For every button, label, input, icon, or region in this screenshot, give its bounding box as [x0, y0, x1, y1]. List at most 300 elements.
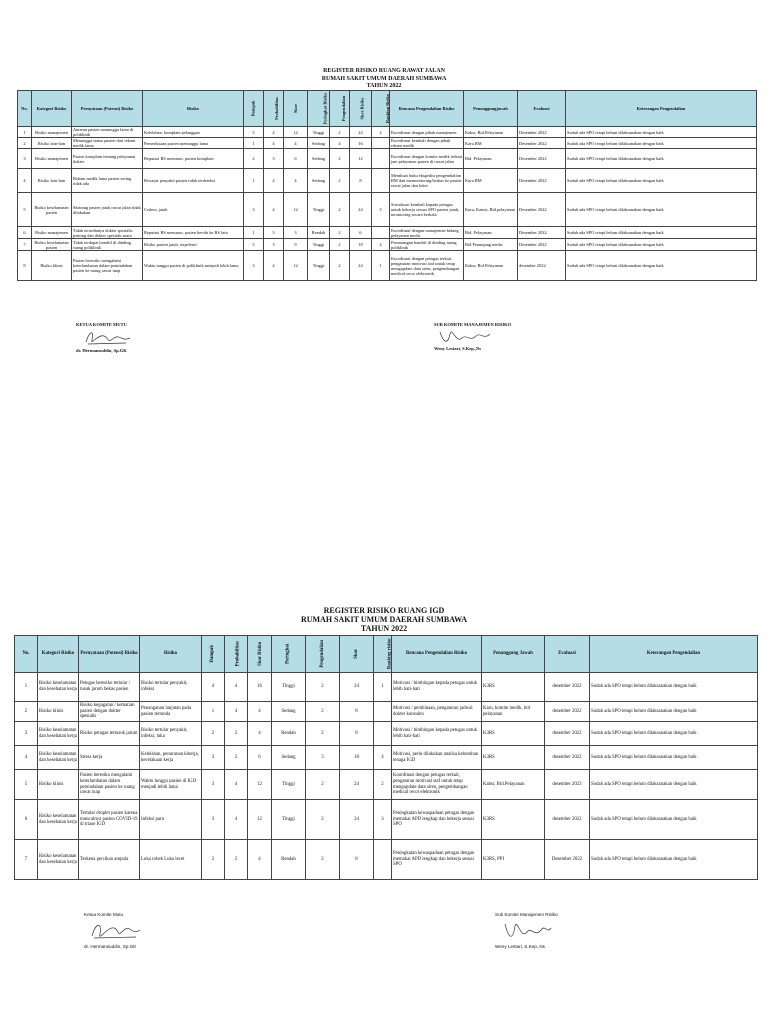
table-cell: 12 — [350, 149, 372, 169]
col-peringkat-label: Peringkat — [285, 643, 291, 665]
table-cell: 4 — [264, 127, 284, 138]
table-cell — [372, 169, 390, 193]
table-cell: 9 — [284, 239, 308, 251]
table-cell: Motivasi / bimbingan kepada petugas untuk lebih hati-hati — [392, 722, 482, 746]
col-risiko: Risiko — [140, 636, 202, 673]
table-cell: Risiko klinis — [38, 702, 79, 722]
table-cell: 24 — [340, 770, 374, 800]
doc2-sign-left-name: dr. Hermansuddin, Sp.GK — [84, 943, 137, 949]
table-cell: Tinggi — [308, 239, 330, 251]
table-cell: desember 2022 — [545, 800, 590, 840]
col-penanggungjawab: Penanggungjawab — [464, 91, 518, 127]
table-cell: 12 — [284, 127, 308, 138]
col-skor — [284, 91, 308, 127]
table-cell: K3RS, PPI — [482, 840, 545, 880]
col-pernyataan: Pernyataan (Potensi) Risiko — [72, 91, 143, 127]
doc2-title-line: RUMAH SAKIT UMUM DAERAH SUMBAWA — [300, 615, 468, 624]
table-cell: Stress kerja — [79, 746, 140, 770]
table-cell: 1 — [372, 251, 390, 281]
table-cell: Rendah — [308, 227, 330, 239]
table-row — [15, 702, 758, 722]
table-cell: Motivasi / bimbingan kepada petugas untuk lebih hati-hati — [392, 673, 482, 702]
table-cell: 3 — [374, 800, 392, 840]
doc1-table-body — [18, 127, 757, 281]
table-cell: Sudah ada SPO tetapi belum dilaksanakan dengan baik — [566, 251, 757, 281]
doc2-sign-left — [84, 912, 144, 949]
table-cell: 4 — [225, 800, 248, 840]
table-cell: Sosialisasi kembali kepada petugas untuk bekerja sesuai SPO pasien jatuh, monitoring secara berkala — [390, 193, 464, 227]
table-cell: 5 — [15, 770, 38, 800]
table-cell: 4 — [372, 239, 390, 251]
table-cell: 3 — [244, 127, 264, 138]
table-cell: 3 — [18, 149, 32, 169]
doc1-sign-left-label: KETUA KOMITE MUTU — [76, 322, 127, 327]
table-cell: Bid Penunjang medis — [464, 239, 518, 251]
table-cell: Luka robek Luka lecet — [140, 840, 202, 880]
table-cell: Karu RM — [464, 169, 518, 193]
table-cell: Sedang — [272, 702, 306, 722]
col-skor-risiko — [350, 91, 372, 127]
table-cell: 16 — [350, 138, 372, 149]
table-cell: Sudah ada SPO tetapi belum dilaksanakan dengan baik — [566, 138, 757, 149]
table-cell: Risiko kegagalan / kematian pasien dengan dokter spesialis — [79, 702, 140, 722]
table-cell: 2 — [202, 722, 225, 746]
table-row — [15, 746, 758, 770]
table-cell: Reputasi RS menurun, pasien komplain — [143, 149, 244, 169]
table-cell: 2 — [374, 770, 392, 800]
table-cell: Risiko tertular penyakit, infeksi, luka — [140, 722, 202, 746]
table-cell — [374, 722, 392, 746]
table-cell: Penanganan lanjutan pada pasien tertunda — [140, 702, 202, 722]
table-cell: 2 — [330, 149, 350, 169]
table-cell: desember 2022 — [545, 702, 590, 722]
table-cell: Risiko tertular penyakit, infeksi — [140, 673, 202, 702]
table-cell: Sudah ada SPO tetapi belum dilaksanakan dengan baik — [566, 239, 757, 251]
table-cell: Pasien beresiko mengalami keterlambatan dalam pemindahan pasien ke ruang rawat inap — [79, 770, 140, 800]
doc1-title — [0, 68, 768, 91]
table-cell: 24 — [350, 127, 372, 138]
table-cell: 24 — [340, 673, 374, 702]
col-dampak-label: Dampak — [250, 100, 256, 117]
table-cell: Sudah ada SPO tetapi belum dilaksanakan dengan baik — [566, 227, 757, 239]
col-pengendalian-label: Pengendalian — [319, 640, 325, 668]
table-cell: Pasien beresiko mengalami keterlambatan dalam pemindahan pasien ke ruang rawat inap — [72, 251, 143, 281]
table-cell: 4 — [248, 702, 272, 722]
table-cell: Pemasangan handril di dinding ruang poliklinik — [390, 239, 464, 251]
table-cell: Koordinasi dengan manajemen bidang pelayanan medis — [390, 227, 464, 239]
table-cell: 2 — [330, 251, 350, 281]
table-cell: desember 2022 — [545, 673, 590, 702]
table-cell: Desember 2022 — [518, 127, 566, 138]
table-cell: Desember 2022 — [518, 227, 566, 239]
doc1-sign-right-label: SUB KOMITE MANAJEMEN RISIKO — [434, 322, 512, 327]
table-cell: 4 — [284, 169, 308, 193]
table-cell: Karu, Kainst, Bid.pelayanan — [464, 193, 518, 227]
table-cell: Tinggi — [272, 770, 306, 800]
table-cell: 6 — [18, 227, 32, 239]
table-cell: Risiko klinis — [38, 770, 79, 800]
doc1-sign-right-name: Weny Lestari, S.Kep.,Ns — [434, 345, 482, 351]
table-cell: 2 — [15, 702, 38, 722]
table-row — [15, 770, 758, 800]
table-row — [18, 127, 757, 138]
col-probabilitas — [225, 636, 248, 673]
col-probabilitas-label: Probabilitas — [235, 641, 241, 667]
table-cell: 6 — [248, 746, 272, 770]
table-cell: Risiko pasien jatuh, terpeleset — [143, 239, 244, 251]
doc2-title — [0, 606, 768, 633]
col-peringkat-label: Peringkat Risiko — [322, 92, 328, 125]
table-cell: Risiko petugas tertusuk jarum — [79, 722, 140, 746]
table-cell: Skrining pasien jatuh rawat jalan tidak dilakukan — [72, 193, 143, 227]
table-cell: Rendah — [272, 722, 306, 746]
doc1-title-line: REGISTER RISIKO RUANG RAWAT JALAN — [323, 68, 445, 74]
doc1-title-line: TAHUN 2022 — [366, 83, 402, 89]
doc2-sign-right-label: Sub Komite Manajemen Risiko — [495, 912, 558, 917]
table-cell: Tidak terdapat handril di dinding ruang poliklinik — [72, 239, 143, 251]
table-cell: 1 — [244, 138, 264, 149]
table-cell: Bid. Pelayanan — [464, 149, 518, 169]
col-skor — [340, 636, 374, 673]
table-cell: K3RS — [482, 673, 545, 702]
table-cell: 3 — [264, 149, 284, 169]
table-cell: 2 — [18, 138, 32, 149]
table-cell: 3 — [244, 251, 264, 281]
col-ranking-label: Ranking risiko — [387, 638, 393, 670]
table-cell: 2 — [330, 239, 350, 251]
signature-icon — [84, 918, 144, 944]
table-cell — [374, 840, 392, 880]
table-cell: 2 — [306, 840, 340, 880]
table-cell: 6 — [284, 149, 308, 169]
table-cell: 1 — [15, 673, 38, 702]
col-peringkat — [308, 91, 330, 127]
col-keterangan: Keterangan Pengendalian — [590, 636, 758, 673]
table-cell: Karu, komite medik, bid pelayanan — [482, 702, 545, 722]
table-cell: Rekam medik lama pasien sering tidak ada — [72, 169, 143, 193]
table-cell: Infeksi paru — [140, 800, 202, 840]
table-cell: Risiko lain-lain — [32, 138, 72, 149]
col-skor-label: Skor — [293, 103, 298, 114]
table-cell: 8 — [340, 722, 374, 746]
table-cell: Risiko manajemen — [32, 227, 72, 239]
table-cell: Kabsr, Bid.Pelayanan — [482, 770, 545, 800]
table-cell: 8 — [340, 840, 374, 880]
table-cell: 1 — [244, 227, 264, 239]
table-cell: Reputasi RS menurun, pasien berobt ke RS lain — [143, 227, 244, 239]
table-cell: Desember 2022 — [518, 149, 566, 169]
table-cell: Tidak tersedianya dokter spesialis penting dan dokter spesialis mata — [72, 227, 143, 239]
table-cell: Risiko klinis — [32, 251, 72, 281]
table-cell: desember 2022 — [545, 722, 590, 746]
doc2-sign-right — [495, 912, 558, 949]
table-row — [15, 722, 758, 746]
table-cell: Sudah ada SPO tetapi belum dilaksanakan dengan baik — [590, 746, 758, 770]
table-cell: 4 — [374, 746, 392, 770]
table-cell: K3RS — [482, 800, 545, 840]
table-cell: Peningkatan kewaspadaan petugas dengan memakai APD lengkap dan bekerja sesuai SPO — [392, 800, 482, 840]
table-cell: Rendah — [272, 840, 306, 880]
table-cell: 2 — [244, 149, 264, 169]
table-cell: Risiko keselamatan dan kesehatan kerja — [38, 722, 79, 746]
signature-icon — [76, 328, 136, 348]
table-cell: 3 — [264, 239, 284, 251]
table-cell: Tinggi — [308, 251, 330, 281]
signature-icon — [434, 328, 494, 346]
table-cell: Koordinasi kembali dengan pihak rekam medik — [390, 138, 464, 149]
col-dampak-label: Dampak — [210, 645, 216, 663]
table-cell: Sudah ada SPO tetapi belum dilaksanakan dengan baik — [590, 770, 758, 800]
table-cell: Risiko keselamatan dan kesehatan kerja — [38, 746, 79, 770]
table-row — [18, 227, 757, 239]
table-cell: Desember 2022 — [518, 239, 566, 251]
table-cell: 8 — [340, 702, 374, 722]
table-cell: Kabsr, Bid.Pelayanan — [464, 251, 518, 281]
table-cell: 2 — [330, 227, 350, 239]
doc2-table-body — [15, 673, 758, 880]
table-cell: 4 — [225, 770, 248, 800]
table-cell: Tinggi — [272, 673, 306, 702]
table-cell: Desember 2022 — [518, 193, 566, 227]
table-cell: 3 — [284, 227, 308, 239]
table-cell: Bid. Pelayanan — [464, 227, 518, 239]
table-cell: Tinggi — [272, 800, 306, 840]
table-cell: Koordinasi dengan pihak manajemen — [390, 127, 464, 138]
col-pengendalian-label: Pengendalian — [341, 95, 347, 122]
col-probabilitas — [264, 91, 284, 127]
table-cell: Sedang — [308, 169, 330, 193]
table-cell: 2 — [202, 840, 225, 880]
table-cell: Membuat buku ekspedisi pengembalian RM dan memonitoring/berkas ke pasien rawat jalan dan loket — [390, 169, 464, 193]
table-cell: Sedang — [272, 746, 306, 770]
col-ranking — [374, 636, 392, 673]
signature-icon — [495, 918, 555, 944]
table-row — [18, 251, 757, 281]
table-cell: Risiko manajemen — [32, 149, 72, 169]
doc2-register-table — [14, 635, 758, 880]
table-cell: Risiko keselamatan pasien — [32, 239, 72, 251]
table-cell: Kelelahan, komplain pelanggan — [143, 127, 244, 138]
doc1-sign-left-name: dr. Hermansuddin, Sp.GK — [76, 347, 127, 353]
table-cell: 4 — [18, 169, 32, 193]
table-cell: Tinggi — [308, 193, 330, 227]
doc2-title-line: TAHUN 2022 — [360, 624, 408, 633]
col-pernyataan: Pernyataan (Potensi) Risiko — [79, 636, 140, 673]
table-cell: Risiko keselamatan dan kesehatan kerja — [38, 840, 79, 880]
table-cell: 1 — [18, 127, 32, 138]
table-cell: 3 — [202, 746, 225, 770]
table-row — [15, 800, 758, 840]
table-cell: Motivasi / pembinaan, pengaturan jadwal dokter konsulen — [392, 702, 482, 722]
table-cell: Terkena percikan ampula — [79, 840, 140, 880]
table-cell: Sudah ada SPO tetapi belum dilaksanakan dengan baik — [590, 702, 758, 722]
doc1-sign-right — [434, 322, 524, 351]
table-cell: desember 2022 — [545, 746, 590, 770]
table-cell: 12 — [248, 770, 272, 800]
table-cell: 3 — [244, 239, 264, 251]
table-row — [18, 149, 757, 169]
table-cell: 2 — [225, 746, 248, 770]
col-kategori: Kategori Risiko — [38, 636, 79, 673]
table-row — [18, 138, 757, 149]
table-cell: Sedang — [308, 149, 330, 169]
table-cell: 2 — [306, 770, 340, 800]
table-cell: 4 — [202, 673, 225, 702]
table-cell: 2 — [372, 127, 390, 138]
table-cell: 3 — [244, 193, 264, 227]
col-pengendalian — [306, 636, 340, 673]
table-cell: 3 — [202, 800, 225, 840]
table-cell: 4 — [264, 251, 284, 281]
table-cell — [374, 702, 392, 722]
table-cell: Antrean pasien menunggu lama di poliklinik — [72, 127, 143, 138]
table-cell: 6 — [350, 227, 372, 239]
col-ranking-label: Ranking Risiko — [385, 93, 391, 124]
doc1-sign-left — [76, 322, 136, 353]
col-evaluasi: Evaluasi — [518, 91, 566, 127]
doc2-title-line: REGISTER RISIKO RUANG IGD — [323, 606, 445, 615]
col-evaluasi: Evaluasi — [545, 636, 590, 673]
table-cell: Risiko keselamatan dan kesehatan kerja — [38, 800, 79, 840]
table-cell: Sedang — [308, 138, 330, 149]
table-cell: 2 — [306, 800, 340, 840]
table-cell: 4 — [330, 138, 350, 149]
table-cell: Petugas beresiko tertular / tusuk jarum bekas pasien — [79, 673, 140, 702]
table-cell: 7 — [15, 840, 38, 880]
col-skor-risiko — [248, 636, 272, 673]
col-skor-label: Skor — [353, 649, 359, 659]
table-cell: Desember 2022 — [518, 138, 566, 149]
table-cell: Sudah ada SPO tetapi belum dilaksanakan dengan baik — [566, 193, 757, 227]
table-row — [18, 193, 757, 227]
doc1-register-table — [17, 90, 757, 281]
table-cell: 3 — [306, 746, 340, 770]
table-cell: 18 — [350, 239, 372, 251]
col-rencana: Rencana Pengendalian Risiko — [392, 636, 482, 673]
table-cell: 4 — [15, 746, 38, 770]
table-cell: 4 — [284, 138, 308, 149]
table-cell: 18 — [340, 746, 374, 770]
col-probabilitas-label: Probabilitas — [273, 97, 279, 120]
table-cell: 2 — [330, 127, 350, 138]
table-cell: 4 — [225, 702, 248, 722]
table-cell: 4 — [264, 193, 284, 227]
col-penanggungjawab: Penanggung Jawab — [482, 636, 545, 673]
col-skor-risiko-label: Skor Risiko — [258, 641, 264, 667]
table-cell: 12 — [248, 800, 272, 840]
table-cell: Tertular droplet pasien karena munculnya pasien COVID-19 di triase IGD — [79, 800, 140, 840]
table-cell: 2 — [330, 193, 350, 227]
table-cell — [372, 227, 390, 239]
table-cell: 24 — [350, 251, 372, 281]
col-dampak — [202, 636, 225, 673]
table-cell: Menunggu status pasien dari rekam medik lama — [72, 138, 143, 149]
table-cell: Kelelahan, penurunan kinerja, kecelakaan kerja — [140, 746, 202, 770]
table-cell: 2 — [306, 673, 340, 702]
table-cell: 4 — [225, 673, 248, 702]
table-cell: 1 — [374, 673, 392, 702]
table-row — [18, 169, 757, 193]
table-cell: K3RS — [482, 746, 545, 770]
table-cell: Koordinasi dengan petugas terkait, pengaturan motivasi staf untuk tetap mengupdate data siren, pengembangan medical recor elektronik — [390, 251, 464, 281]
doc1-title-line: RUMAH SAKIT UMUM DAERAH SUMBAWA — [321, 75, 447, 82]
table-cell: 3 — [15, 722, 38, 746]
col-skor-risiko-label: Skor Risiko — [359, 97, 365, 120]
table-cell: Risiko keselamatan pasien — [32, 193, 72, 227]
table-cell: Tinggi — [308, 127, 330, 138]
col-dampak — [244, 91, 264, 127]
table-cell: Riwayat penyakit pasien tidak terdeteksi — [143, 169, 244, 193]
table-cell: Cedera, jatuh — [143, 193, 244, 227]
doc2-sign-left-label: Ketua Komite Mutu — [84, 912, 124, 917]
col-ranking — [372, 91, 390, 127]
table-cell: Koordinasi dengan komite medik terkait jam pelayanan pasien di rawat jalan — [390, 149, 464, 169]
col-no: No. — [18, 91, 32, 127]
table-cell: desember 2022 — [518, 251, 566, 281]
col-pengendalian — [330, 91, 350, 127]
table-cell: 1 — [202, 702, 225, 722]
table-row — [18, 239, 757, 251]
table-cell — [372, 149, 390, 169]
table-cell: Peningkatan kewaspadaan petugas dengan memakai APD lengkap dan bekerja sesuai SPO — [392, 840, 482, 880]
col-keterangan: Keterangan Pengendalian — [566, 91, 757, 127]
table-cell: 4 — [248, 840, 272, 880]
table-cell: 7 — [18, 239, 32, 251]
table-cell: 4 — [248, 722, 272, 746]
table-cell: 2 — [306, 722, 340, 746]
table-cell: Sudah ada SPO tetapi belum dilaksanakan dengan baik — [590, 722, 758, 746]
table-cell: Kabsr, Bid.Pelayanan — [464, 127, 518, 138]
table-cell: desember 2023 — [545, 770, 590, 800]
table-cell: 3 — [202, 770, 225, 800]
table-cell: 2 — [306, 702, 340, 722]
table-cell: 24 — [350, 193, 372, 227]
table-cell: Pemeriksaan pasien menunggu lama — [143, 138, 244, 149]
table-cell: Sudah ada SPO tetapi belum dilaksanakan dengan baik — [590, 840, 758, 880]
table-cell: 8 — [350, 169, 372, 193]
table-row — [15, 840, 758, 880]
table-cell: 4 — [264, 138, 284, 149]
table-cell: Sudah ada SPO tetapi belum dilaksanakan dengan baik — [590, 800, 758, 840]
table-cell: 5 — [18, 193, 32, 227]
col-kategori: Kategori Risiko — [32, 91, 72, 127]
table-cell: 2 — [330, 169, 350, 193]
table-cell: 4 — [264, 169, 284, 193]
table-cell: Karu RM — [464, 138, 518, 149]
table-cell: Waktu tunggu pasien di IGD menjadi lebih lama — [140, 770, 202, 800]
table-cell: 2 — [225, 722, 248, 746]
col-rencana: Rencana Pengendalian Risiko — [390, 91, 464, 127]
table-cell: Sudah ada SPO tetapi belum dilaksanakan dengan baik — [590, 673, 758, 702]
table-cell: Sudah ada SPO tetapi belum dilaksanakan dengan baik — [566, 169, 757, 193]
table-cell: 3 — [372, 193, 390, 227]
table-cell: 12 — [284, 193, 308, 227]
table-cell: K3RS — [482, 722, 545, 746]
table-cell: 16 — [248, 673, 272, 702]
col-no: No. — [15, 636, 38, 673]
table-cell: 3 — [264, 227, 284, 239]
table-cell: 8 — [18, 251, 32, 281]
table-cell: 12 — [284, 251, 308, 281]
col-peringkat — [272, 636, 306, 673]
table-cell: Desember 2022 — [518, 169, 566, 193]
table-row — [15, 673, 758, 702]
table-cell: Sudah ada SPO tetapi belum dilaksanakan dengan baik — [566, 149, 757, 169]
table-cell: 6 — [15, 800, 38, 840]
table-cell: Desember 2022 — [545, 840, 590, 880]
table-cell: Risiko manajemen — [32, 127, 72, 138]
col-risiko: Risiko — [143, 91, 244, 127]
